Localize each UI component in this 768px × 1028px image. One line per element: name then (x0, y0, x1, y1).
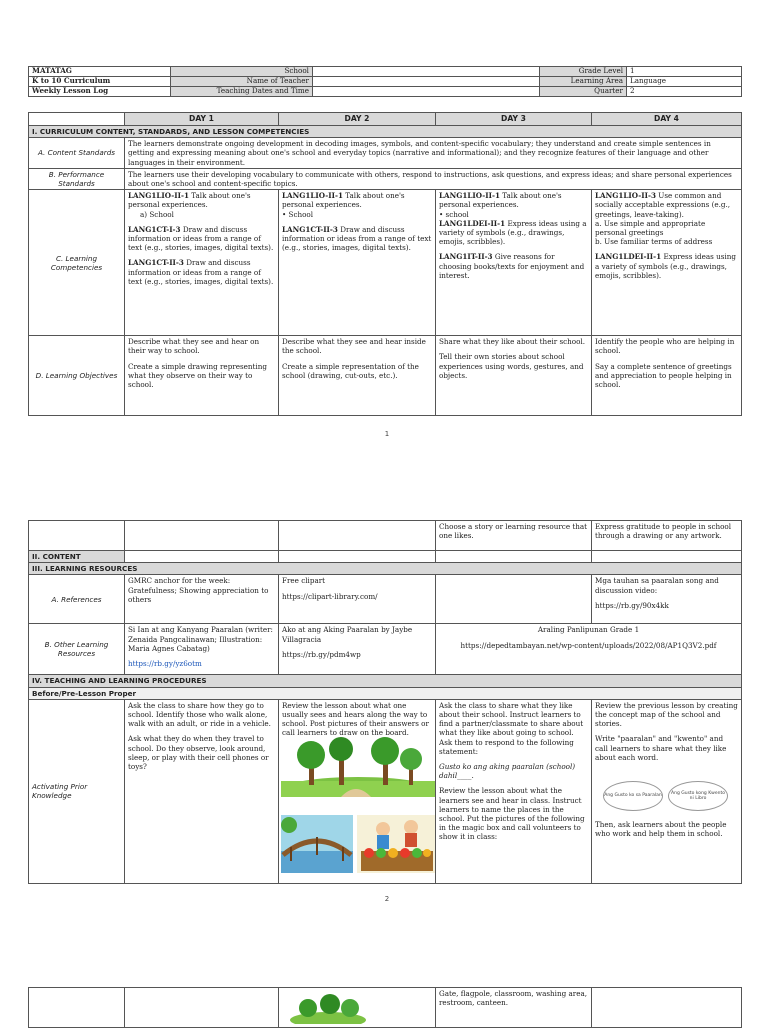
reference-text: Mga tauhan sa paaralan song and discussion video: (595, 576, 719, 595)
competency-code: LANG1LIO-II-3 (595, 191, 656, 201)
competencies-day2 (279, 190, 436, 336)
page-number: 2 (384, 895, 390, 903)
resource-text: Ako at ang Aking Paaralan by Jaybe Villagracia (282, 625, 413, 644)
objective-text: Say a complete sentence of greetings and appreciation to people helping in school. (595, 361, 732, 390)
objectives-day2 (279, 336, 436, 416)
header-title-matatag: MATATAG (29, 67, 171, 77)
blank-cell (592, 551, 742, 563)
objectives-day1 (125, 336, 279, 416)
activating-prior-knowledge-label: Activating Prior Knowledge (29, 699, 125, 883)
competency-text: Draw and discuss information or ideas from a range of text (e.g., stories, images, digital texts). (128, 224, 274, 253)
learning-area-value: Language (627, 77, 742, 87)
objectives-day4 (592, 336, 742, 416)
objective-text: Choose a story or learning resource that one likes. (436, 521, 592, 551)
reference-link[interactable]: https://rb.gy/90x4kk (595, 600, 669, 610)
concept-oval: Ang Gusto ko sa Paaralan (603, 781, 663, 811)
objective-text: Identify the people who are helping in school. (595, 337, 735, 356)
activity-prompt: Gusto ko ang aking paaralan (school) dahil____. (439, 762, 576, 781)
section-resources-title: III. LEARNING RESOURCES (29, 563, 742, 575)
competency-item: • School (282, 209, 314, 219)
objective-text: Describe what they see and hear on their way to school. (128, 337, 260, 356)
competency-text: Draw and discuss information or ideas from a range of text (e.g., stories, images, digital texts). (128, 258, 274, 286)
blank-cell (125, 521, 279, 551)
teacher-label: Name of Teacher (171, 77, 313, 87)
objective-text: Express gratitude to people in school through a drawing or any artwork. (592, 521, 742, 551)
blank-cell (279, 551, 436, 563)
activity-text: Then, ask learners about the people who work and help them in school. (595, 820, 727, 839)
school-value (313, 67, 540, 77)
blank-corner (29, 113, 125, 126)
references-day3 (436, 575, 592, 624)
competency-text: Draw and discuss information or ideas from a range of text (e.g., stories, images, digital texts). (282, 224, 432, 253)
competency-code: LANG1LIO-II-1 (282, 191, 343, 201)
section-curriculum-title: I. CURRICULUM CONTENT, STANDARDS, AND LESSON COMPETENCIES (29, 126, 742, 138)
activity-text: Ask what they do when they travel to school. Do they observe, look around, sleep, or play with their cell phones or toys? (128, 734, 269, 772)
objective-text: Describe what they see and hear inside the school. (282, 337, 426, 356)
competency-text: Use common and socially acceptable expressions (e.g., greetings, leave-taking). (595, 191, 731, 219)
grade-level-value: 1 (627, 67, 742, 77)
other-resources-day3-4 (436, 624, 742, 675)
teacher-value (313, 77, 540, 87)
lesson-table-page3 (28, 987, 742, 1028)
competency-item: a. Use simple and appropriate personal greetings (595, 218, 706, 238)
activity-text: Write "paaralan" and "kwento" and call learners to share what they like about each word. (595, 734, 727, 762)
blank-cell (436, 551, 592, 563)
competencies-day3 (436, 190, 592, 336)
resource-text: Si Ian at ang Kanyang Paaralan (writer: Zenaida Pangcalinawan; Illustration: Maria Agnes Cabatag) (128, 625, 273, 653)
competency-code: LANG1LIO-II-1 (128, 191, 189, 201)
blank-cell (125, 551, 279, 563)
reference-text: Free clipart (282, 576, 326, 586)
header-title-curriculum: K to 10 Curriculum (29, 77, 171, 87)
references-day4 (592, 575, 742, 624)
references-day1: GMRC anchor for the week: Gratefulness; Showing appreciation to others (125, 575, 279, 624)
competency-item: • school (439, 209, 469, 219)
objective-text: Tell their own stories about school experiences using words, gestures, and objects. (439, 352, 584, 380)
competency-text: Talk about one's personal experiences. (128, 191, 251, 210)
resource-text: Araling Panlipunan Grade 1 (537, 625, 640, 635)
competency-code: LANG1LDEI-II-1 (595, 252, 662, 262)
objective-text: Share what they like about their school. (439, 337, 586, 347)
content-standards-label: A. Content Standards (29, 138, 125, 169)
lesson-table-page1 (28, 112, 742, 416)
competencies-day4 (592, 190, 742, 336)
learning-competencies-label: C. Learning Competencies (29, 190, 125, 336)
other-resources-day1 (125, 624, 279, 675)
day-2-header: DAY 2 (279, 113, 436, 126)
references-label: A. References (29, 575, 125, 624)
competency-code: LANG1IT-II-3 (439, 252, 493, 262)
bridge-market-illustration (281, 815, 435, 873)
page-number: 1 (384, 430, 390, 438)
learning-objectives-label: D. Learning Objectives (29, 336, 125, 416)
content-standards-text: The learners demonstrate ongoing development in decoding images, symbols, and content-specific vocabulary; they understand and create simple sentences in getting and expressing meaning about one's school and everyday topics (narrative and informational); and they recognize features of their language and other languages in their environment. (125, 138, 742, 169)
quarter-value: 2 (627, 87, 742, 97)
competency-code: LANG1LIO-II-1 (439, 191, 500, 201)
dates-label: Teaching Dates and Time (171, 87, 313, 97)
competency-code: LANG1LDEI-II-1 (439, 218, 506, 228)
day-3-header: DAY 3 (436, 113, 592, 126)
activity-text: Ask the class to share what they like about their school. Instruct learners to find a partner/classmate to share about what they like about going to school. Ask them to respond to the following statement: (439, 700, 584, 756)
resource-link[interactable]: https://rb.gy/pdm4wp (282, 649, 361, 659)
day-4-header: DAY 4 (592, 113, 742, 126)
dates-value (313, 87, 540, 97)
competency-text: Talk about one's personal experiences. (282, 191, 405, 210)
activity-text: Review the previous lesson by creating the concept map of the school and stories. (595, 700, 738, 729)
blank-cell (592, 988, 742, 1028)
competency-code: LANG1CT-I-3 (128, 224, 181, 234)
grade-level-label: Grade Level (540, 67, 627, 77)
blank-cell (29, 521, 125, 551)
competency-text: Express ideas using a variety of symbols (e.g., drawings, emojis, scribbles). (595, 252, 736, 280)
learning-area-label: Learning Area (540, 77, 627, 87)
competency-code: LANG1CT-II-3 (282, 224, 338, 234)
before-lesson-title: Before/Pre-Lesson Proper (29, 687, 742, 699)
park-illustration (281, 737, 435, 797)
concept-oval: Ang Gusto kong Kwento ni Libro (668, 781, 728, 811)
objectives-day3 (436, 336, 592, 416)
section-content-title: II. CONTENT (29, 551, 125, 563)
places-text: Gate, flagpole, classroom, washing area, restroom, canteen. (436, 988, 592, 1028)
blank-cell (279, 521, 436, 551)
header-table (28, 66, 742, 97)
other-resources-label: B. Other Learning Resources (29, 624, 125, 675)
performance-standards-label: B. Performance Standards (29, 168, 125, 189)
competency-text: Express ideas using a variety of symbols (e.g., drawings, emojis, scribbles). (439, 218, 587, 247)
header-title-log: Weekly Lesson Log (29, 87, 171, 97)
objective-text: Create a simple representation of the school (drawing, cut-outs, etc.). (282, 361, 419, 380)
performance-standards-text: The learners use their developing vocabulary to communicate with others, respond to instructions, ask questions, and express ideas; and share personal experiences about one's school and content-specific topics. (125, 168, 742, 189)
activity-text: Review the lesson about what one usually sees and hears along the way to school. Post pictures of their answers or call learners to draw on the board. (282, 700, 429, 738)
activity-text: Review the lesson about what the learners see and hear in class. Instruct learners to name the places in the school. Put the pictures of the following in the magic box and call volunteers to show it in class: (439, 786, 585, 842)
section-procedures-title: IV. TEACHING AND LEARNING PROCEDURES (29, 675, 742, 687)
other-resources-day2 (279, 624, 436, 675)
competencies-day1 (125, 190, 279, 336)
competency-text: Give reasons for choosing books/texts for enjoyment and interest. (439, 252, 585, 280)
competency-item: a) School (140, 209, 174, 219)
competency-item: b. Use familiar terms of address (595, 237, 713, 247)
school-label: School (171, 67, 313, 77)
day-1-header: DAY 1 (125, 113, 279, 126)
park-illustration-small (288, 990, 368, 1024)
references-day2 (279, 575, 436, 624)
reference-link[interactable]: https://clipart-library.com/ (282, 591, 378, 601)
activating-day3 (436, 699, 592, 883)
resource-link[interactable]: https://rb.gy/yz6otm (128, 659, 202, 669)
competency-code: LANG1CT-II-3 (128, 258, 184, 268)
resource-link[interactable]: https://depedtambayan.net/wp-content/uploads/2022/08/AP1Q3V2.pdf (460, 640, 717, 650)
competency-text: Talk about one's personal experiences. (439, 191, 562, 210)
objective-text: Create a simple drawing representing what they observe on their way to school. (128, 361, 267, 390)
activity-text: Ask the class to share how they go to school. Identify those who walk alone, walk with an adult, or ride in a vehicle. (128, 700, 271, 729)
activating-day1 (125, 699, 279, 883)
quarter-label: Quarter (540, 87, 627, 97)
blank-cell (125, 988, 279, 1028)
blank-cell (29, 988, 125, 1028)
